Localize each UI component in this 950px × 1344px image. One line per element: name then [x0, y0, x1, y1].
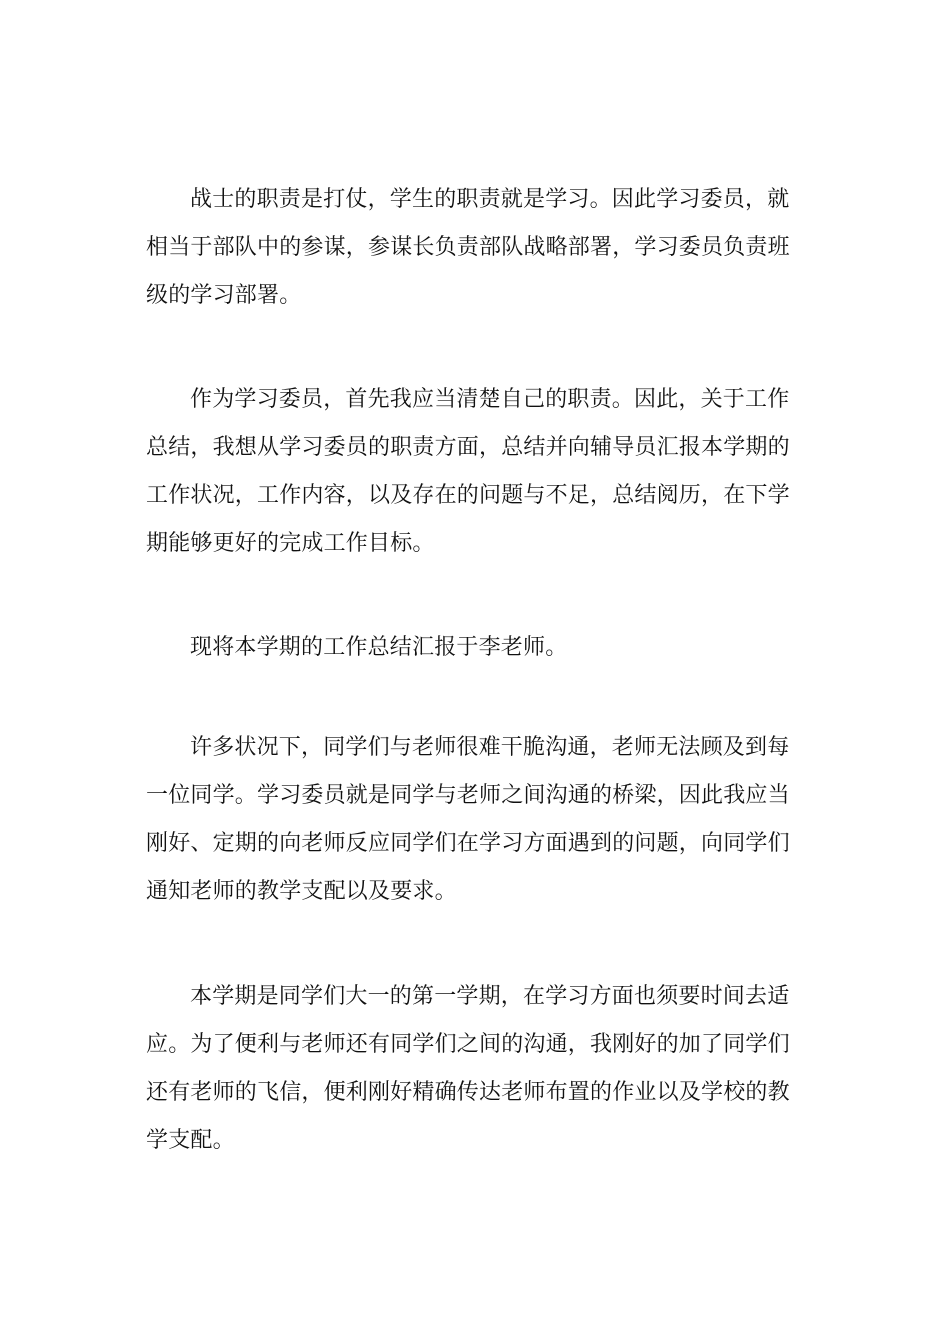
paragraph-line: 相当于部队中的参谋，参谋长负责部队战略部署，学习委员负责班 — [146, 235, 790, 260]
paragraph-1 — [146, 176, 810, 320]
paragraph-line: 本学期是同学们大一的第一学期，在学习方面也须要时间去适 — [190, 984, 790, 1009]
paragraph-5 — [146, 973, 810, 1165]
paragraph-line: 通知老师的教学支配以及要求。 — [146, 879, 457, 904]
paragraph-4 — [146, 724, 810, 916]
paragraph-line: 战士的职责是打仗，学生的职责就是学习。因此学习委员，就 — [190, 187, 790, 212]
paragraph-2 — [146, 376, 810, 568]
paragraph-line: 刚好、定期的向老师反应同学们在学习方面遇到的问题，向同学们 — [146, 831, 790, 856]
paragraph-line: 总结，我想从学习委员的职责方面，总结并向辅导员汇报本学期的 — [146, 435, 790, 460]
paragraph-line: 工作状况，工作内容，以及存在的问题与不足，总结阅历，在下学 — [146, 483, 790, 508]
paragraph-line: 期能够更好的完成工作目标。 — [146, 531, 435, 556]
paragraph-line: 现将本学期的工作总结汇报于李老师。 — [190, 635, 568, 660]
paragraph-line: 一位同学。学习委员就是同学与老师之间沟通的桥梁，因此我应当 — [146, 783, 790, 808]
paragraph-3 — [146, 624, 810, 672]
paragraph-line: 学支配。 — [146, 1128, 235, 1153]
paragraph-line: 应。为了便利与老师还有同学们之间的沟通，我刚好的加了同学们 — [146, 1032, 790, 1057]
paragraph-line: 级的学习部署。 — [146, 283, 302, 308]
paragraph-line: 许多状况下，同学们与老师很难干脆沟通，老师无法顾及到每 — [190, 735, 790, 760]
paragraph-line: 还有老师的飞信，便利刚好精确传达老师布置的作业以及学校的教 — [146, 1080, 790, 1105]
paragraph-line: 作为学习委员，首先我应当清楚自己的职责。因此，关于工作 — [190, 387, 790, 412]
